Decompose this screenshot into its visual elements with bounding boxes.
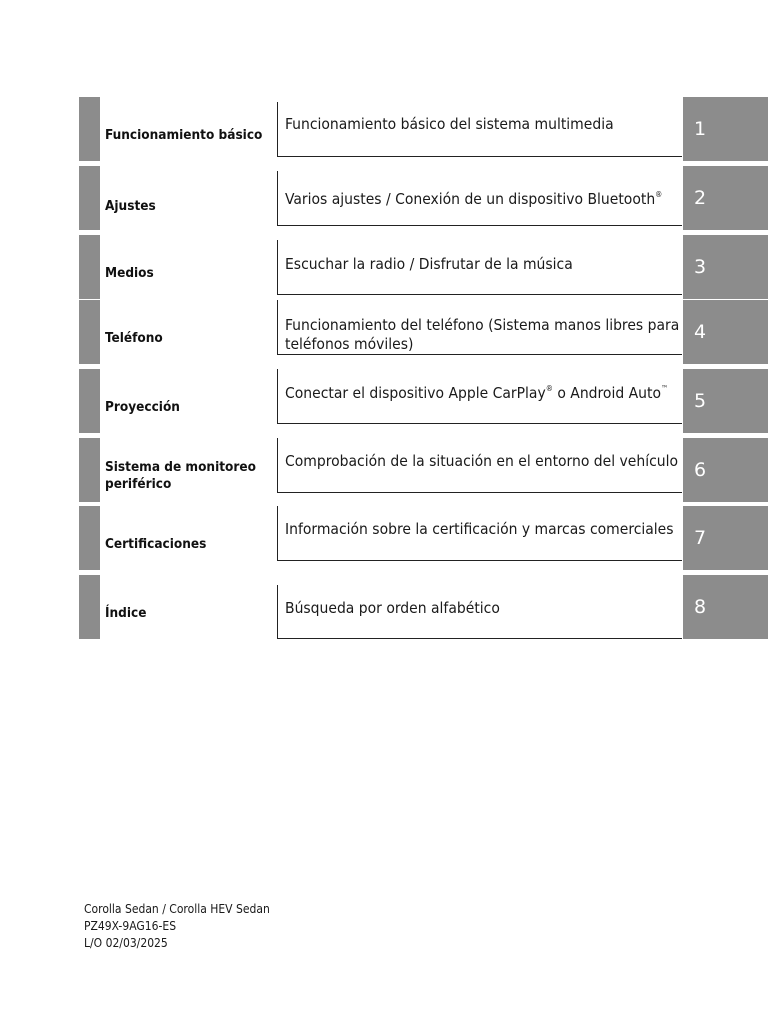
section-number-tab[interactable] [683, 97, 768, 161]
section-description[interactable]: Escuchar la radio / Disfrutar de la música [285, 255, 573, 273]
section-number: 5 [694, 390, 707, 412]
section-description[interactable]: Búsqueda por orden alfabético [285, 599, 500, 617]
section-number: 2 [694, 187, 707, 209]
section-description[interactable]: Información sobre la certificación y marcas comerciales [285, 520, 674, 538]
section-marker [79, 438, 100, 502]
footer-date: L/O 02/03/2025 [84, 936, 168, 950]
footer-code: PZ49X-9AG16-ES [84, 919, 177, 933]
section-description[interactable]: Funcionamiento básico del sistema multimedia [285, 115, 614, 133]
section-marker [79, 235, 100, 299]
section-marker [79, 506, 100, 570]
toc-row[interactable] [0, 369, 768, 438]
section-number-tab[interactable] [683, 438, 768, 502]
toc-row[interactable] [0, 235, 768, 304]
section-label-text: Proyección [105, 398, 180, 415]
section-marker [79, 575, 100, 639]
section-marker [79, 97, 100, 161]
section-marker [79, 300, 100, 364]
toc-row[interactable] [0, 97, 768, 166]
section-marker [79, 369, 100, 433]
section-label-text: Teléfono [105, 329, 163, 346]
section-label [105, 304, 275, 368]
section-number-tab[interactable] [683, 575, 768, 639]
section-label [105, 101, 275, 165]
toc-row[interactable] [0, 300, 768, 369]
section-label [105, 442, 275, 506]
section-number-tab[interactable] [683, 166, 768, 230]
toc-row[interactable] [0, 575, 768, 644]
section-number-tab[interactable] [683, 235, 768, 299]
section-number-tab[interactable] [683, 369, 768, 433]
section-label [105, 510, 275, 574]
section-label-text: Certificaciones [105, 535, 207, 552]
section-number: 7 [694, 527, 707, 549]
section-label [105, 373, 275, 437]
section-number: 6 [694, 459, 707, 481]
footer-model: Corolla Sedan / Corolla HEV Sedan [84, 902, 270, 916]
section-number: 4 [694, 321, 707, 343]
section-label-text: Sistema de monitoreo periférico [105, 459, 256, 492]
section-marker [79, 166, 100, 230]
section-number: 1 [694, 118, 707, 140]
section-number-tab[interactable] [683, 300, 768, 364]
toc-row[interactable] [0, 166, 768, 235]
toc-row[interactable] [0, 506, 768, 575]
section-number: 8 [694, 596, 707, 618]
section-label [105, 172, 275, 236]
section-label-text: Funcionamiento básico [105, 126, 263, 143]
section-description[interactable]: Varios ajustes / Conexión de un dispositivo Bluetooth® [285, 190, 663, 208]
section-label-text: Índice [105, 604, 147, 621]
section-number: 3 [694, 256, 707, 278]
footer [84, 901, 270, 952]
section-description[interactable]: Funcionamiento del teléfono (Sistema manos libres para teléfonos móviles) [285, 316, 680, 353]
section-label-text: Ajustes [105, 197, 156, 214]
section-description[interactable]: Conectar el dispositivo Apple CarPlay® o Android Auto™ [285, 384, 669, 402]
section-description[interactable]: Comprobación de la situación en el entorno del vehículo [285, 452, 679, 470]
section-number-tab[interactable] [683, 506, 768, 570]
section-label [105, 239, 275, 303]
section-label [105, 579, 275, 643]
section-label-text: Medios [105, 264, 154, 281]
toc-row[interactable] [0, 438, 768, 507]
